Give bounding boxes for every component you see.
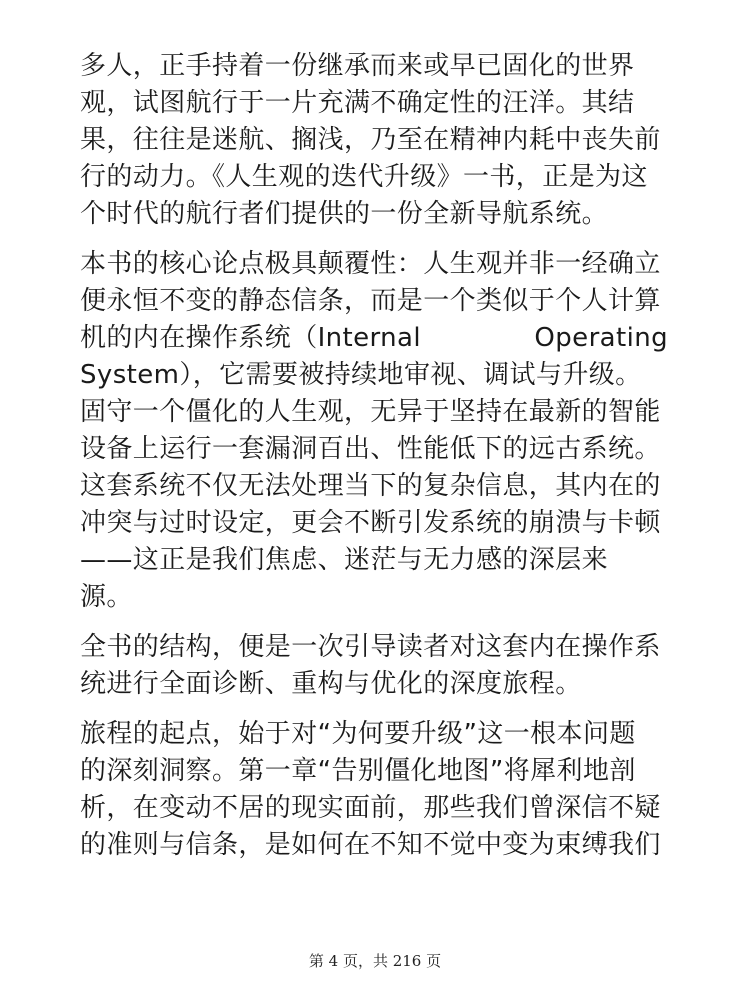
text-line: 固守一个僵化的人生观，无异于坚持在最新的智能 bbox=[80, 397, 661, 427]
text-line: 源。 bbox=[80, 582, 133, 612]
text-line: 这套系统不仅无法处理当下的复杂信息，其内在的 bbox=[80, 471, 661, 501]
text-line: 统进行全面诊断、重构与优化的深度旅程。 bbox=[80, 669, 582, 699]
text-line: 观，试图航行于一片充满不确定性的汪洋。其结 bbox=[80, 88, 635, 118]
text-line: 行的动力。《人生观的迭代升级》一书，正是为这 bbox=[80, 162, 648, 192]
text-line: 多人，正手持着一份继承而来或早已固化的世界 bbox=[80, 51, 635, 81]
text-line: 的深刻洞察。第一章“告别僵化地图”将犀利地剖 bbox=[80, 756, 636, 786]
text-line bbox=[80, 320, 668, 357]
paragraph bbox=[80, 716, 668, 864]
text-line: 果，往往是迷航、搁浅，乃至在精神内耗中丧失前 bbox=[80, 125, 661, 155]
text-line: 的准则与信条，是如何在不知不觉中变为束缚我们 bbox=[80, 830, 661, 860]
paragraph bbox=[80, 246, 668, 616]
text-line: 冲突与过时设定，更会不断引发系统的崩溃与卡顿 bbox=[80, 508, 661, 538]
document-body bbox=[80, 48, 668, 864]
text-line: 旅程的起点，始于对“为何要升级”这一根本问题 bbox=[80, 719, 636, 749]
text-line: ——这正是我们焦虑、迷茫与无力感的深层来 bbox=[80, 545, 609, 575]
text-segment: Operating bbox=[534, 323, 668, 353]
paragraph bbox=[80, 629, 668, 703]
text-line: 设备上运行一套漏洞百出、性能低下的远古系统。 bbox=[80, 434, 661, 464]
page-number: 第 4 页，共 216 页 bbox=[308, 952, 442, 970]
text-segment: 机的内在操作系统（Internal bbox=[80, 323, 422, 353]
text-line: 本书的核心论点极具颠覆性：人生观并非一经确立 bbox=[80, 249, 661, 279]
text-line: 便永恒不变的静态信条，而是一个类似于个人计算 bbox=[80, 286, 661, 316]
text-line: 个时代的航行者们提供的一份全新导航系统。 bbox=[80, 199, 609, 229]
text-line: 全书的结构，便是一次引导读者对这套内在操作系 bbox=[80, 632, 661, 662]
paragraph bbox=[80, 48, 668, 233]
text-line: 析，在变动不居的现实面前，那些我们曾深信不疑 bbox=[80, 793, 661, 823]
text-line: System），它需要被持续地审视、调试与升级。 bbox=[80, 360, 642, 390]
